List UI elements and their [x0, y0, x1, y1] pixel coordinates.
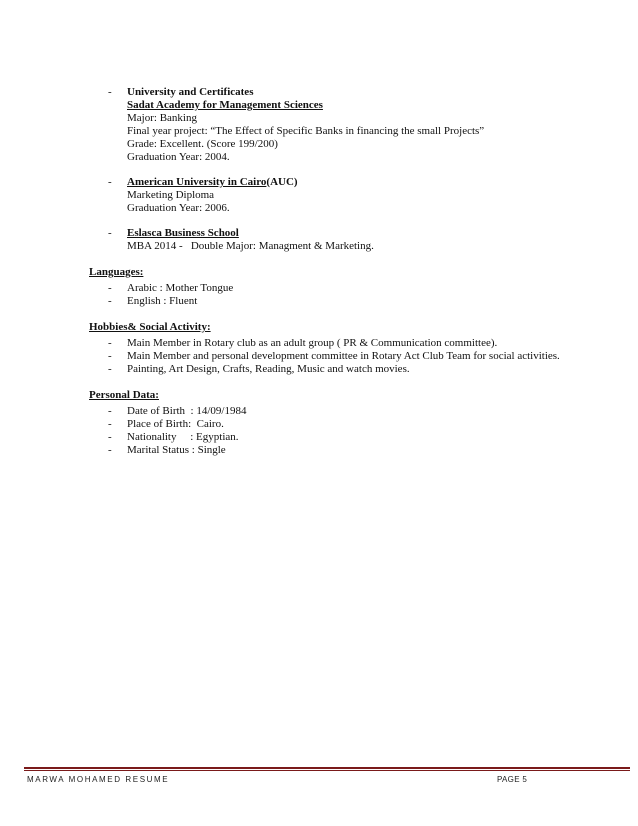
institution-row — [108, 227, 608, 253]
institution-detail: Marketing Diploma — [127, 189, 215, 201]
hobbies-title: Hobbies& Social Activity: — [89, 321, 211, 333]
education-block-auc — [108, 176, 608, 215]
personal-item: Marital Status : Single — [127, 444, 226, 456]
personal-item: Date of Birth : 14/09/1984 — [127, 405, 247, 417]
personal-item: Nationality : Egyptian. — [127, 431, 239, 443]
list-item — [108, 282, 609, 295]
institution-detail: Grade: Excellent. (Score 199/200) — [127, 138, 278, 150]
dash-bullet: - — [108, 295, 112, 307]
institution-row — [108, 176, 608, 215]
dash-bullet: - — [108, 363, 112, 375]
personal-data-section — [89, 389, 609, 457]
language-item: Arabic : Mother Tongue — [127, 282, 234, 294]
dash-bullet: - — [108, 227, 112, 239]
footer-title: MARWA MOHAMED RESUME — [27, 775, 170, 784]
education-heading-row — [108, 86, 608, 164]
list-item — [108, 418, 609, 431]
list-item — [108, 444, 609, 457]
institution-detail: Final year project: “The Effect of Specific Banks in financing the small Projects” — [127, 125, 485, 137]
institution-detail: Graduation Year: 2004. — [127, 151, 230, 163]
education-block-eslasca — [108, 227, 608, 253]
dash-bullet: - — [108, 282, 112, 294]
list-item — [108, 350, 609, 363]
education-block-sadat — [108, 86, 608, 164]
personal-data-title: Personal Data: — [89, 389, 159, 401]
list-item — [108, 363, 609, 376]
footer-page-number: PAGE 5 — [497, 775, 528, 784]
hobbies-list — [89, 337, 609, 376]
institution-name: Eslasca Business School — [127, 227, 239, 239]
footer-divider-thin — [24, 770, 630, 771]
personal-data-list — [89, 405, 609, 457]
institution-name: Sadat Academy for Management Sciences — [127, 99, 323, 111]
hobby-item: Main Member and personal development committee in Rotary Act Club Team for social activities. — [127, 350, 560, 362]
institution-detail: Major: Banking — [127, 112, 197, 124]
footer-divider — [24, 767, 630, 769]
dash-bullet: - — [108, 405, 112, 417]
hobby-item: Main Member in Rotary club as an adult group ( PR & Communication committee). — [127, 337, 498, 349]
dash-bullet: - — [108, 86, 112, 98]
dash-bullet: - — [108, 418, 112, 430]
list-item — [108, 431, 609, 444]
dash-bullet: - — [108, 350, 112, 362]
education-heading: University and Certificates — [127, 86, 254, 98]
institution-detail: Graduation Year: 2006. — [127, 202, 230, 214]
personal-item: Place of Birth: Cairo. — [127, 418, 224, 430]
languages-section — [89, 266, 609, 308]
education-section — [108, 86, 608, 265]
hobby-item: Painting, Art Design, Crafts, Reading, Music and watch movies. — [127, 363, 410, 375]
list-item — [108, 295, 609, 308]
hobbies-section — [89, 321, 609, 376]
dash-bullet: - — [108, 337, 112, 349]
list-item — [108, 337, 609, 350]
list-item — [108, 405, 609, 418]
institution-title-line — [127, 176, 608, 189]
languages-list — [89, 282, 609, 308]
dash-bullet: - — [108, 176, 112, 188]
institution-suffix: (AUC) — [266, 176, 298, 188]
institution-detail: MBA 2014 - Double Major: Managment & Marketing. — [127, 240, 374, 252]
language-item: English : Fluent — [127, 295, 198, 307]
languages-title: Languages: — [89, 266, 144, 278]
dash-bullet: - — [108, 431, 112, 443]
dash-bullet: - — [108, 444, 112, 456]
institution-name: American University in Cairo — [127, 176, 267, 188]
